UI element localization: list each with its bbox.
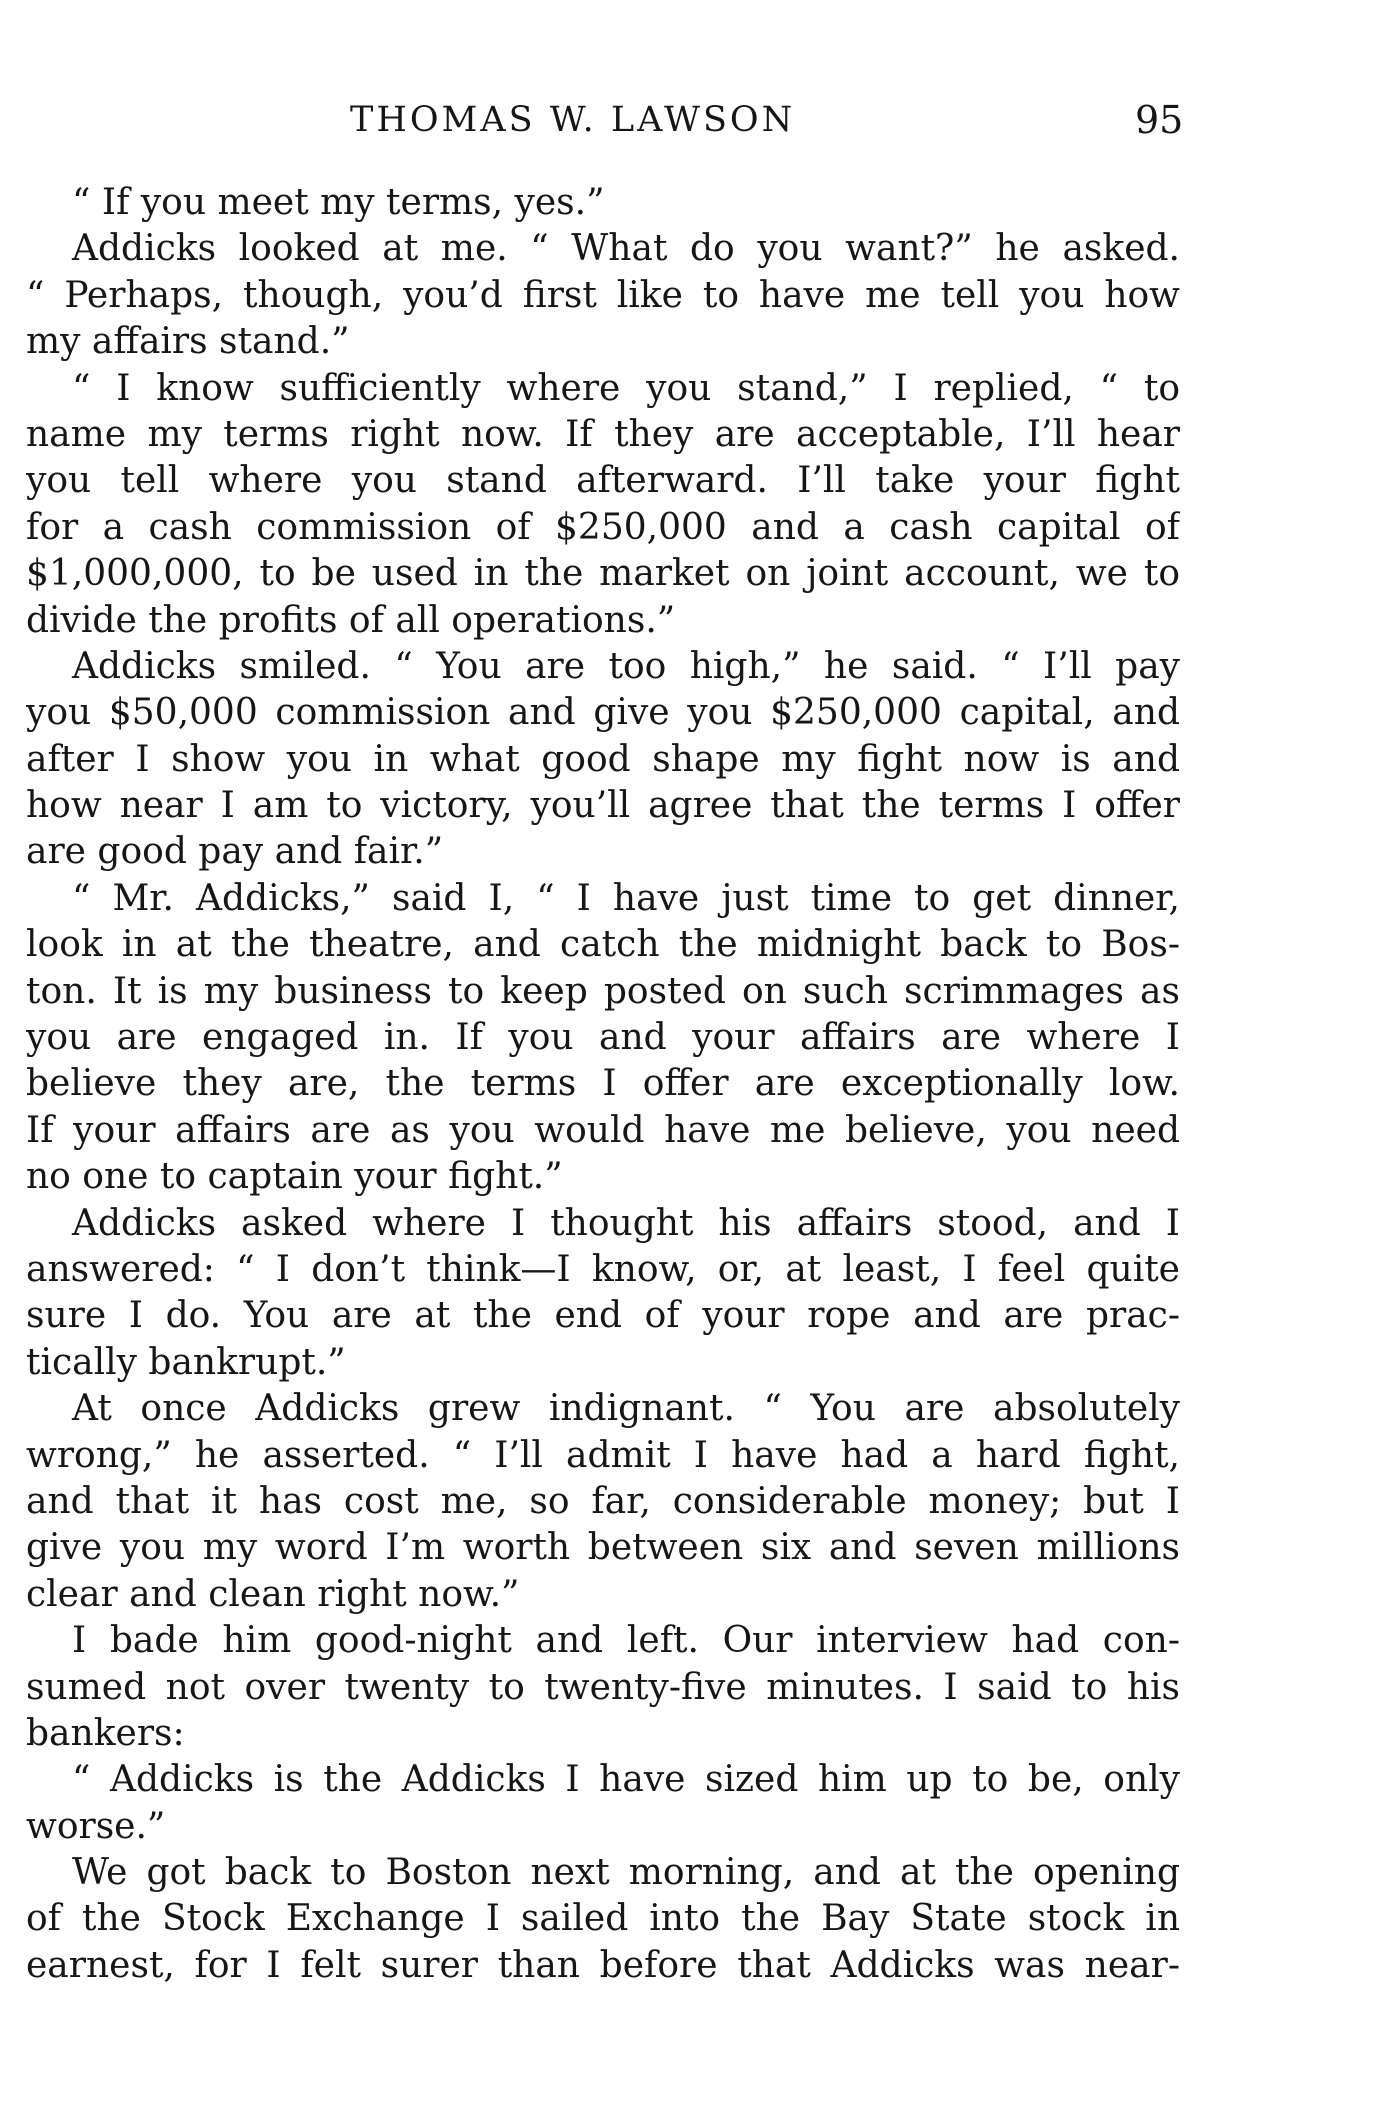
text-line: Addicks asked where I thought his affairs stood, and I: [72, 1202, 1180, 1244]
text-line: you tell where you stand afterward. I’ll take your fight: [26, 460, 1180, 502]
text-line: “ Addicks is the Addicks I have sized him up to be, only: [72, 1759, 1180, 1801]
text-line: you $50,000 commission and give you $250,000 capital, and: [26, 692, 1180, 734]
text-line: $1,000,000, to be used in the market on joint account, we to: [26, 553, 1180, 595]
page-number: 95: [1135, 98, 1184, 142]
text-line: At once Addicks grew indignant. “ You are absolutely: [72, 1388, 1180, 1430]
text-line: ton. It is my business to keep posted on such scrimmages as: [26, 970, 1180, 1012]
running-head: [0, 90, 1380, 150]
text-line: “ Perhaps, though, you’d first like to have me tell you how: [26, 274, 1180, 316]
body-text: [26, 180, 1180, 1989]
text-line: sumed not over twenty to twenty-five minutes. I said to his: [26, 1666, 1180, 1708]
text-line: of the Stock Exchange I sailed into the Bay State stock in: [26, 1898, 1180, 1940]
text-line: are good pay and fair.”: [26, 831, 444, 873]
running-title: THOMAS W. LAWSON: [350, 100, 796, 140]
text-line: worse.”: [26, 1805, 166, 1847]
text-line: If your affairs are as you would have me believe, you need: [26, 1109, 1180, 1151]
text-line: answered: “ I don’t think—I know, or, at least, I feel quite: [26, 1248, 1180, 1290]
text-line: “ Mr. Addicks,” said I, “ I have just time to get dinner,: [72, 877, 1180, 919]
text-line: clear and clean right now.”: [26, 1573, 520, 1615]
text-line: tically bankrupt.”: [26, 1341, 346, 1383]
text-line: believe they are, the terms I offer are exceptionally low.: [26, 1063, 1180, 1105]
text-line: divide the profits of all operations.”: [26, 599, 676, 641]
text-line: give you my word I’m worth between six and seven millions: [26, 1527, 1180, 1569]
text-line: “ If you meet my terms, yes.”: [72, 182, 605, 223]
text-line: Addicks smiled. “ You are too high,” he said. “ I’ll pay: [72, 645, 1180, 687]
text-line: you are engaged in. If you and your affairs are where I: [26, 1017, 1180, 1059]
text-line: no one to captain your fight.”: [26, 1156, 563, 1198]
text-line: for a cash commission of $250,000 and a cash capital of: [26, 506, 1180, 548]
text-line: “ I know sufficiently where you stand,” I replied, “ to: [72, 367, 1180, 409]
text-line: and that it has cost me, so far, considerable money; but I: [26, 1480, 1180, 1522]
text-line: wrong,” he asserted. “ I’ll admit I have had a hard fight,: [26, 1434, 1180, 1476]
text-line: after I show you in what good shape my fight now is and: [26, 738, 1180, 780]
text-line: how near I am to victory, you’ll agree that the terms I offer: [26, 785, 1180, 827]
text-line: my affairs stand.”: [26, 321, 350, 363]
text-line: look in at the theatre, and catch the midnight back to Bos-: [26, 924, 1180, 966]
text-line: I bade him good-night and left. Our interview had con-: [72, 1620, 1180, 1662]
text-line: bankers:: [26, 1712, 185, 1754]
text-line: name my terms right now. If they are acceptable, I’ll hear: [26, 413, 1180, 455]
text-line: Addicks looked at me. “ What do you want?” he asked.: [72, 228, 1180, 270]
text-line: earnest, for I felt surer than before that Addicks was near-: [26, 1944, 1180, 1986]
text-line: We got back to Boston next morning, and at the opening: [72, 1852, 1180, 1894]
text-line: sure I do. You are at the end of your rope and are prac-: [26, 1295, 1180, 1337]
